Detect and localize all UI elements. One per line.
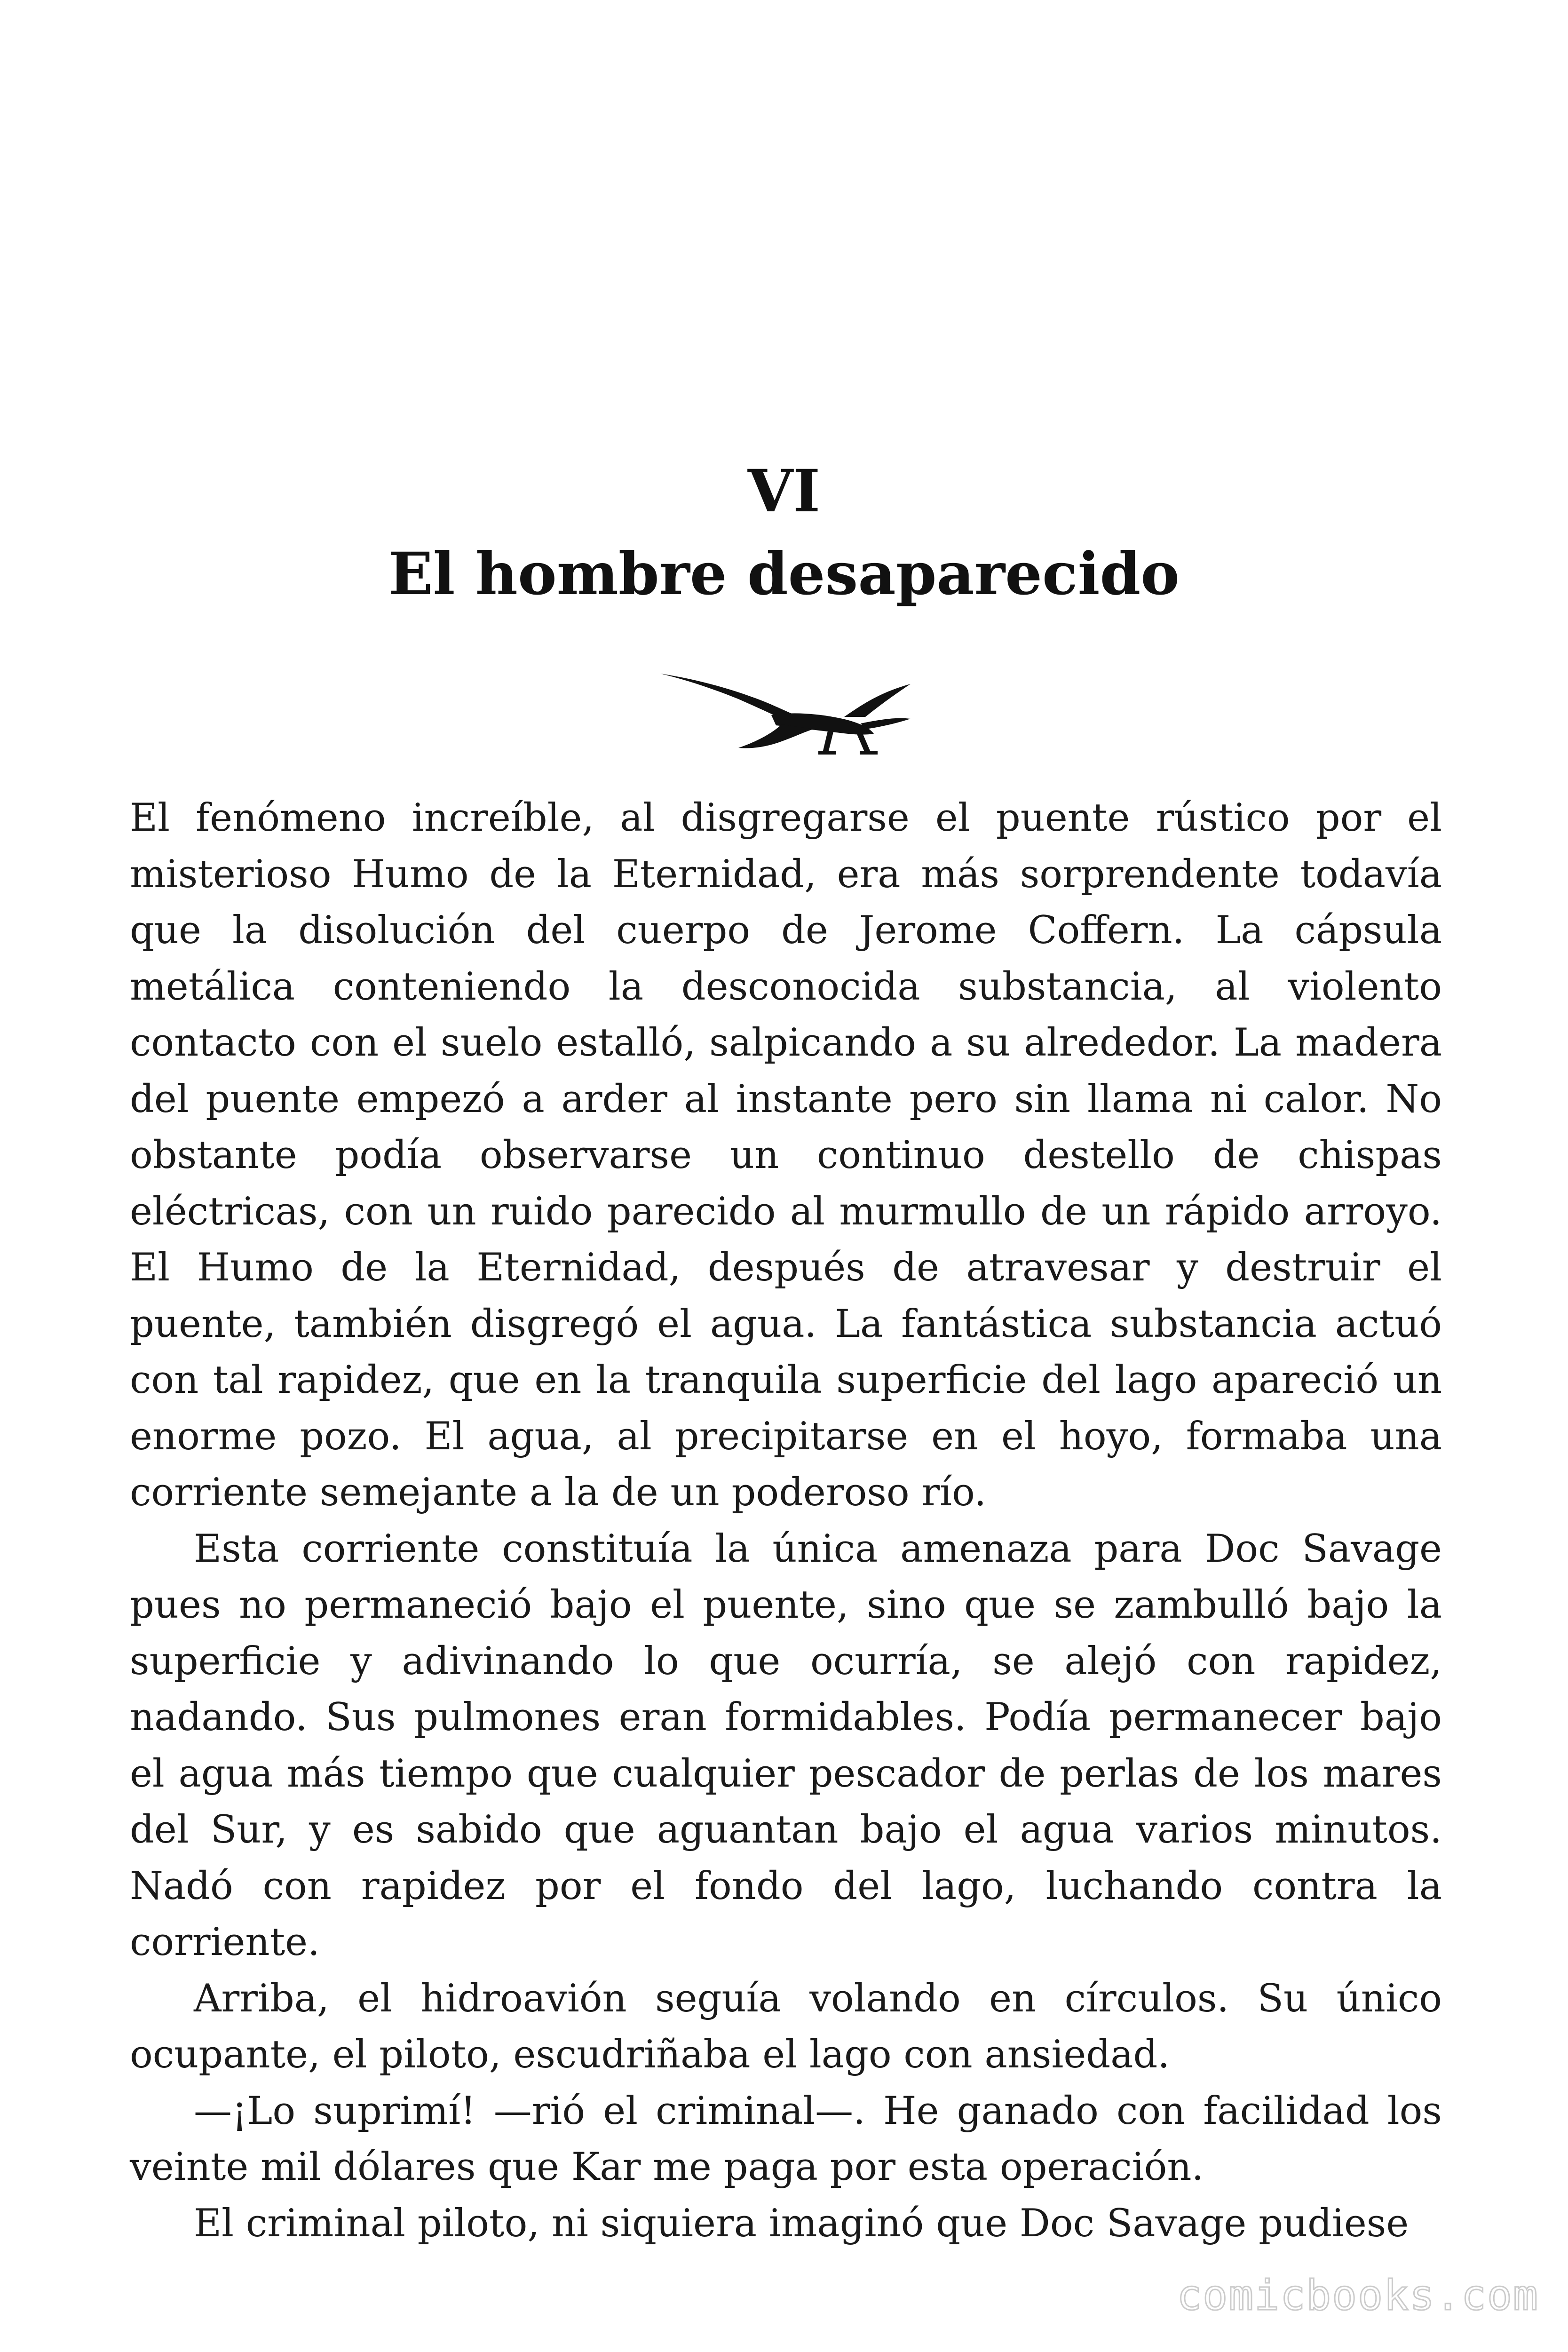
paragraph: Esta corriente constituía la única amenaza para Doc Savage pues no permaneció bajo el puente, sino que se zambulló bajo la superficie y adivinando lo que ocurría, se alejó con rapidez, nadando. Sus pulmones eran formidables. Podía permanecer bajo el agua más tiempo que cualquier pescador de perlas de los mares del Sur, y es sabido que aguantan bajo el agua varios minutos. Nadó con rapidez por el fondo del lago, luchando contra la corriente. (130, 1526, 1442, 1964)
chapter-number: VI (747, 457, 821, 525)
chapter-heading (0, 452, 1568, 614)
paragraph: —¡Lo suprimí! —rió el criminal—. He ganado con facilidad los veinte mil dólares que Kar me paga por esta operación. (130, 2089, 1442, 2189)
chapter-body (130, 790, 1442, 2252)
flying-pterodactyl-icon (658, 668, 912, 757)
paragraph: El criminal piloto, ni siquiera imaginó que Doc Savage pudiese (194, 2201, 1409, 2246)
watermark: comicbooks.com (1177, 2271, 1539, 2320)
paragraph: Arriba, el hidroavión seguía volando en círculos. Su único ocupante, el piloto, escudriñaba el lago con ansiedad. (130, 1976, 1442, 2077)
chapter-title: El hombre desaparecido (388, 540, 1180, 608)
paragraph: El fenómeno increíble, al disgregarse el puente rústico por el misterioso Humo de la Eternidad, era más sorprendente todavía que la disolución del cuerpo de Jerome Coffern. La cápsula metálica conteniendo la desconocida substancia, al violento contacto con el suelo estalló, salpicando a su alrededor. La madera del puente empezó a arder al instante pero sin llama ni calor. No obstante podía observarse un continuo destello de chispas eléctricas, con un ruido parecido al murmullo de un rápido arroyo. El Humo de la Eternidad, después de atravesar y destruir el puente, también disgregó el agua. La fantástica substancia actuó con tal rapidez, que en la tranquila superficie del lago apareció un enorme pozo. El agua, al precipitarse en el hoyo, formaba una corriente semejante a la de un poderoso río. (130, 796, 1442, 1515)
